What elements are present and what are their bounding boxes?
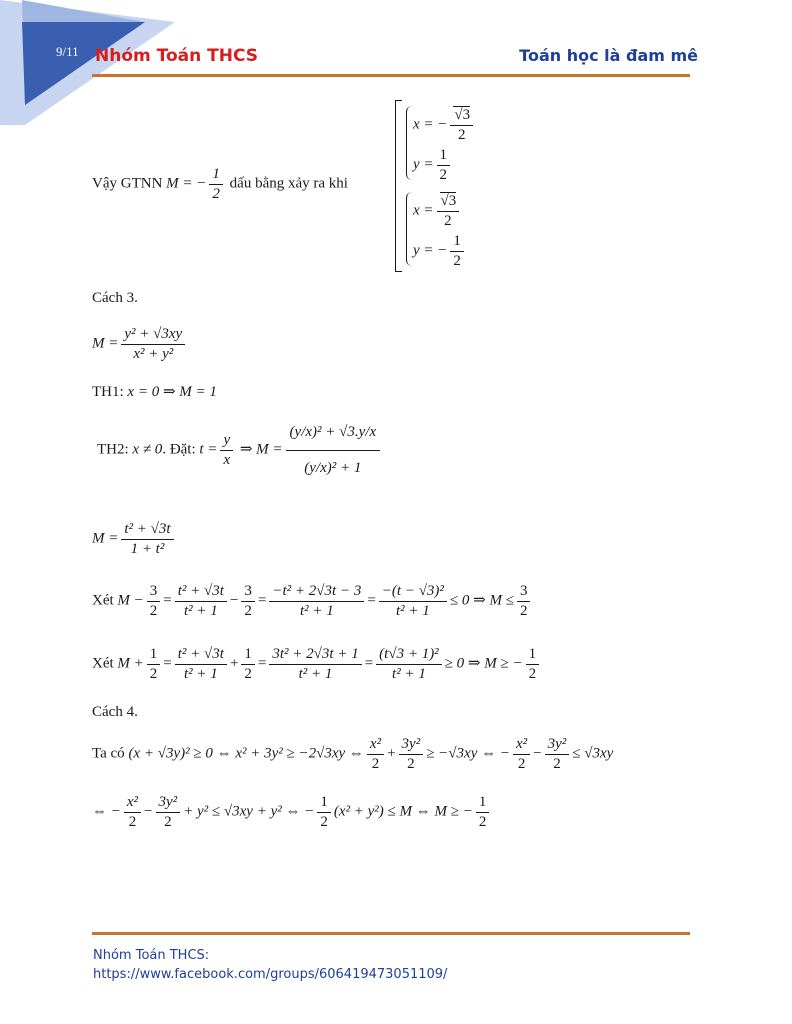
th2-big-fraction: $\frac{\text{(y/x)² + √3.y/x}}{\text{(y/x)² + 1}}$ (286, 415, 381, 486)
cach4-heading: Cách 4. (92, 704, 138, 720)
final-line: ⇔ − $\frac{\text{x²}}{2}$ − $\frac{\text{3y²}}{2}$ + y² ≤ √3xy + y² ⇔ − $\frac{1}{2}$ (x² + y²) ≤ M ⇔ M ≥ − $\frac{1}{2}$ (92, 793, 492, 832)
footer-rule (92, 932, 690, 935)
th1-label: TH1: (92, 384, 124, 400)
footer-group-link[interactable]: https://www.facebook.com/groups/606419473051109/ (93, 967, 448, 982)
xet-upper-bound: Xét M − $\frac{3}{2}$ = $\frac{\text{t² + √3t}}{\text{t² + 1}}$ − $\frac{3}{2}$ = $\frac{\text{−t² + 2√3t − 3}}{\text{t² + 1}}$ = $\frac{\text{−(t − √3)²}}{\text{t² + 1}}$ ≤ 0 ⇒ M ≤ $\frac{3}{2}$ (92, 582, 533, 621)
equality-system (395, 100, 486, 272)
system-case-1: x = − $\frac{√3}{2}$ y = $\frac{1}{2}$ (406, 106, 477, 180)
th1-expression: x = 0 ⇒ M = 1 (127, 384, 217, 400)
conclusion-suffix: dấu bằng xảy ra khi (229, 175, 348, 192)
corner-decoration (0, 0, 200, 140)
cach3-heading: Cách 3. (92, 290, 138, 306)
conclusion-prefix: Vậy GTNN (92, 175, 163, 192)
conclusion-fraction: $\frac{1}{2}$ (209, 165, 223, 204)
taco-line: Ta có (x + √3y)² ≥ 0 ⇔ x² + 3y² ≥ −2√3xy ⇔ $\frac{\text{x²}}{2}$ + $\frac{\text{3y²}}{2}$ ≥ −√3xy ⇔ − $\frac{\text{x²}}{2}$ − $\frac{\text{3y²}}{2}$ ≤ √3xy (92, 736, 614, 772)
th2-label: TH2: (97, 441, 129, 458)
m-definition: M = $\frac{\text{y² + √3xy}}{\text{x² + y²}}$ (92, 325, 188, 364)
system-case-2: x = $\frac{√3}{2}$ y = − $\frac{1}{2}$ (406, 192, 477, 266)
th1-line (92, 382, 217, 401)
m-of-t: M = $\frac{\text{t² + √3t}}{\text{1 + t²}}$ (92, 520, 177, 559)
th2-line: TH2: x ≠ 0. Đặt: t = $\frac{y}{x}$ ⇒ M = $\frac{\text{(y/x)² + √3.y/x}}{\text{(y/x)² + 1}}$ (97, 415, 383, 486)
page-number: 9/11 (56, 44, 79, 59)
header-left-title: Nhóm Toán THCS (95, 46, 259, 66)
header-right-title: Toán học là đam mê (519, 46, 698, 65)
conclusion-line (92, 165, 348, 204)
header-rule (92, 74, 690, 77)
xet-lower-bound: Xét M + $\frac{1}{2}$ = $\frac{\text{t² + √3t}}{\text{t² + 1}}$ + $\frac{1}{2}$ = $\frac{\text{3t² + 2√3t + 1}}{\text{t² + 1}}$ = $\frac{\text{(t√3 + 1)²}}{\text{t² + 1}}$ ≥ 0 ⇒ M ≥ − $\frac{1}{2}$ (92, 645, 542, 684)
conclusion-m: M = − (166, 175, 207, 192)
footer-group-name: Nhóm Toán THCS: (93, 948, 210, 963)
footer (93, 946, 447, 984)
